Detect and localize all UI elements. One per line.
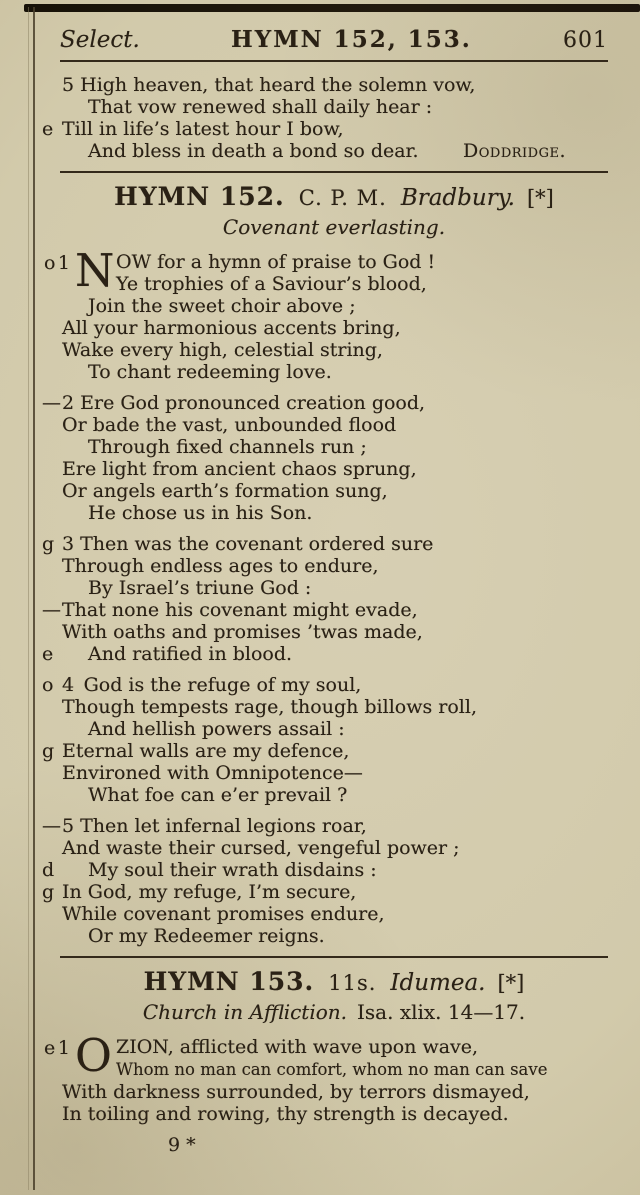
running-header-section: Select. — [60, 27, 140, 53]
hymn-meter: C. P. M. — [298, 186, 387, 210]
verse-line — [62, 1103, 608, 1125]
page-number: 601 — [563, 28, 608, 53]
verse-line-text: And waste their cursed, vengeful power ; — [62, 837, 460, 859]
verse-line — [62, 436, 608, 458]
stanza-marker-part: e — [44, 1037, 56, 1059]
verse-line — [62, 96, 608, 118]
verse-line — [62, 339, 608, 361]
verse-line — [42, 599, 608, 621]
verse-line-text: Ye trophies of a Saviour’s blood, — [116, 273, 427, 295]
verse-line-text: Environed with Omnipotence— — [62, 762, 363, 784]
header-rule — [60, 60, 608, 62]
hymn-number: HYMN 152. — [114, 182, 285, 211]
verse-line — [62, 925, 608, 947]
verse-line — [42, 881, 608, 903]
expression-marker: e — [42, 643, 54, 665]
running-header-title: HYMN 152, 153. — [231, 26, 472, 53]
verse-line — [42, 674, 608, 696]
verse-line — [62, 1036, 608, 1058]
verse-line — [62, 458, 608, 480]
stanza-marker-part: 1 — [57, 252, 70, 274]
verse-line-text: By Israel’s triune God : — [88, 577, 312, 599]
hymn-number: HYMN 153. — [143, 967, 315, 996]
verse-line-text: Or my Redeemer reigns. — [88, 925, 325, 947]
page-left-outer-edge-line — [28, 7, 29, 1190]
verse-line — [62, 317, 608, 339]
verse-line — [62, 140, 608, 162]
verse-line — [42, 859, 608, 881]
verse-line — [42, 118, 608, 140]
verse-line-text: To chant redeeming love. — [88, 361, 332, 383]
expression-marker: o — [42, 674, 54, 696]
verse-line — [62, 251, 608, 273]
stanza-marker-part: o — [44, 252, 56, 274]
verse-line-text: My soul their wrath disdains : — [88, 859, 377, 881]
hymn-tune: Idumea. — [390, 970, 486, 996]
verse-line — [62, 480, 608, 502]
verse-line — [42, 815, 608, 837]
verse-line-text: And bless in death a bond so dear. — [88, 140, 419, 162]
expression-marker: d — [42, 859, 55, 881]
verse-line-text: Through fixed channels run ; — [88, 436, 367, 458]
expression-marker: g — [42, 881, 55, 903]
expression-marker: g — [42, 740, 55, 762]
expression-marker: g — [42, 533, 55, 555]
verse-line — [62, 502, 608, 524]
author-attribution: Doddridge. — [463, 140, 566, 162]
verse-line — [62, 696, 608, 718]
stanza — [42, 74, 608, 162]
verse-line-text: With oaths and promises ’twas made, — [62, 621, 423, 643]
verse-line-text: Till in life’s latest hour I bow, — [62, 118, 344, 140]
verse-line — [42, 740, 608, 762]
verse-line — [62, 621, 608, 643]
verse-line-text: Ere light from ancient chaos sprung, — [62, 458, 417, 480]
page-left-edge-line — [33, 7, 35, 1190]
verse-line-text: Eternal walls are my defence, — [62, 740, 350, 762]
verse-line — [62, 1058, 608, 1081]
verse-line-text: That vow renewed shall daily hear : — [88, 96, 433, 118]
verse-line — [62, 1081, 608, 1103]
section-divider — [60, 956, 608, 958]
page-content — [42, 26, 608, 1156]
verse-line — [62, 414, 608, 436]
verse-line — [62, 762, 608, 784]
verse-line — [62, 903, 608, 925]
verse-line-text: Whom no man can comfort, whom no man can save — [116, 1060, 548, 1079]
verse-line-text: ZION, afflicted with wave upon wave, — [116, 1036, 479, 1058]
hymn-heading — [60, 182, 608, 211]
verse-line-text: 2 Ere God pronounced creation good, — [62, 392, 426, 414]
verse-line — [42, 392, 608, 414]
verse-line-text: In toiling and rowing, thy strength is decayed. — [62, 1103, 509, 1125]
expression-marker: — — [42, 599, 61, 621]
stanza-marker-part: 1 — [57, 1037, 70, 1059]
verse-line-text: While covenant promises endure, — [62, 903, 385, 925]
verse-line-text: Though tempests rage, though billows roll, — [62, 696, 477, 718]
stanza — [44, 244, 608, 383]
hymn-subtitle — [60, 1000, 608, 1024]
hymn-heading — [60, 967, 608, 996]
verse-line-text: Through endless ages to endure, — [62, 555, 379, 577]
verse-line-text: And ratified in blood. — [88, 643, 293, 665]
section-divider — [60, 171, 608, 173]
verse-line-text: He chose us in his Son. — [88, 502, 313, 524]
verse-line — [62, 784, 608, 806]
drop-cap: O — [75, 1029, 112, 1082]
hymn-tune: Bradbury. — [400, 185, 515, 211]
verse-line — [62, 837, 608, 859]
verse-line — [62, 718, 608, 740]
stanza — [42, 815, 608, 947]
stanza — [42, 533, 608, 665]
running-header — [60, 26, 608, 53]
expression-marker: e — [42, 118, 54, 140]
verse-line-text: What foe can e’er prevail ? — [88, 784, 348, 806]
subtitle-text: Covenant everlasting. — [222, 215, 446, 239]
signature-mark: 9 * — [168, 1134, 196, 1156]
verse-line-text: That none his covenant might evade, — [62, 599, 418, 621]
verse-line — [42, 533, 608, 555]
verse-line-text: And hellish powers assail : — [88, 718, 345, 740]
verse-line — [62, 273, 608, 295]
hymn-mark: [*] — [526, 186, 554, 210]
verse-line-text: Join the sweet choir above ; — [88, 295, 356, 317]
expression-marker: — — [42, 815, 61, 837]
hymn-meter: 11s. — [328, 971, 377, 995]
hymn-blocks — [42, 74, 608, 1125]
expression-marker: — — [42, 392, 61, 414]
stanza — [42, 674, 608, 806]
verse-line-text: OW for a hymn of praise to God ! — [116, 251, 436, 273]
verse-line-text: 3 Then was the covenant ordered sure — [62, 533, 434, 555]
hymn-mark: [*] — [497, 971, 525, 995]
verse-line-text: All your harmonious accents bring, — [62, 317, 401, 339]
drop-cap: N — [75, 244, 115, 297]
verse-line-text: 4 God is the refuge of my soul, — [62, 674, 362, 696]
verse-line-text: 5 Then let infernal legions roar, — [62, 815, 367, 837]
verse-line-text: 5 High heaven, that heard the solemn vow, — [62, 74, 476, 96]
scripture-reference: Isa. xlix. 14—17. — [357, 1000, 526, 1024]
verse-line-text: Or bade the vast, unbounded flood — [62, 414, 397, 436]
verse-line — [62, 555, 608, 577]
page-top-edge-line — [24, 4, 640, 12]
verse-line — [62, 577, 608, 599]
hymn-subtitle — [60, 215, 608, 239]
verse-line-text: Wake every high, celestial string, — [62, 339, 383, 361]
verse-line — [62, 74, 608, 96]
subtitle-text: Church in Affliction. — [142, 1000, 348, 1024]
stanza — [44, 1029, 608, 1125]
verse-line-text: With darkness surrounded, by terrors dismayed, — [62, 1081, 530, 1103]
verse-line — [42, 643, 608, 665]
verse-line — [62, 361, 608, 383]
verse-line — [62, 295, 608, 317]
verse-line-text: In God, my refuge, I’m secure, — [62, 881, 357, 903]
stanza — [42, 392, 608, 524]
verse-line-text: Or angels earth’s formation sung, — [62, 480, 388, 502]
